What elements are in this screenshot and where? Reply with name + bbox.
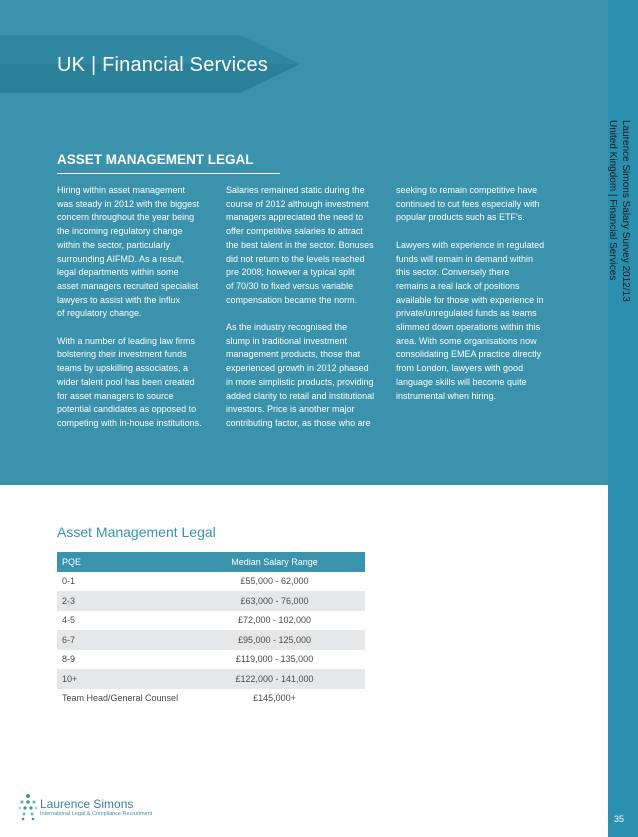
paragraph: Salaries remained static during the course of 2012 although investment managers appreciated the need to offer competitive salaries to attract the best talent in the sector. Bonuses did not return to the levels reached pre 2008; however a typical split of 70/30 to fixed versus variable compensation became the norm. — [226, 185, 374, 305]
salary-table — [57, 552, 365, 708]
cell-pqe: 10+ — [62, 673, 78, 684]
cell-pqe: 0-1 — [62, 576, 76, 587]
paragraph: As the industry recognised the slump in traditional investment management products, those that experienced growth in 2012 phased in more simplistic products, providing added clarity to retail and institutional investors. Price is another major contributing factor, as those who are — [226, 322, 375, 428]
cell-salary: £122,000 - 141,000 — [235, 673, 314, 684]
paragraph: seeking to remain competitive have continued to cut fees especially with popular products such as ETF's. — [396, 185, 540, 223]
table-row — [57, 650, 365, 670]
cell-salary: £63,000 - 76,000 — [240, 595, 309, 606]
cell-pqe: 2-3 — [62, 595, 76, 606]
table-row — [57, 669, 365, 689]
text-column-1 — [57, 184, 217, 444]
table-row — [57, 611, 365, 631]
cell-salary: £55,000 - 62,000 — [240, 576, 309, 587]
cell-pqe: 4-5 — [62, 615, 76, 626]
page-number: 35 — [614, 814, 625, 824]
paragraph: Lawyers with experience in regulated funds will remain in demand within this sector. Conversely there remains a real lack of positions available for those with experience in private/unregulated funds as teams slimmed down operations within this area. With some organisations now consolidating EMEA practice directly from London, lawyers with good language skills will become quite instrumental when hiring. — [396, 239, 545, 401]
cell-pqe: 8-9 — [62, 654, 76, 665]
cell-salary: £72,000 - 102,000 — [237, 615, 312, 626]
table-title: Asset Management Legal — [57, 524, 216, 540]
table-header-row — [57, 552, 365, 572]
table-row — [57, 591, 365, 611]
section-heading: ASSET MANAGEMENT LEGAL — [57, 152, 254, 167]
header-pqe: PQE — [62, 556, 82, 567]
page-title: UK | Financial Services — [57, 54, 268, 76]
cell-salary: £119,000 - 135,000 — [235, 654, 314, 665]
cell-salary: £145,000+ — [253, 693, 296, 704]
cell-pqe: 6-7 — [62, 634, 76, 645]
paragraph: Hiring within asset management was steady in 2012 with the biggest concern throughout the year being the incoming regulatory change within the sector, particularly surrounding AIFMD. As a result, legal departments within some asset managers recruited specialist lawyers to assist with the influx of regulatory change. — [57, 185, 200, 319]
header-salary: Median Salary Range — [231, 556, 318, 567]
sidebar-region: United Kingdom | Financial Services — [607, 120, 618, 281]
logo-tagline: International Legal & Compliance Recruitment — [40, 811, 153, 817]
cell-pqe: Team Head/General Counsel — [62, 693, 179, 704]
logo-name: Laurence Simons — [40, 797, 134, 811]
paragraph: With a number of leading law firms bolstering their investment funds teams by upskilling associates, a wider talent pool has been created for asset managers to source potential candidates as opposed to competing with in-house institutions. — [57, 335, 202, 428]
dots-figure-icon — [18, 793, 38, 821]
text-column-3 — [396, 184, 571, 417]
heading-divider — [57, 173, 280, 174]
sidebar-survey-title: Laurence Simons Salary Survey 2012/13 — [620, 120, 631, 302]
text-column-2 — [226, 184, 386, 444]
table-row — [57, 689, 365, 709]
cell-salary: £95,000 - 125,000 — [237, 634, 312, 645]
table-row — [57, 630, 365, 650]
table-row — [57, 572, 365, 592]
